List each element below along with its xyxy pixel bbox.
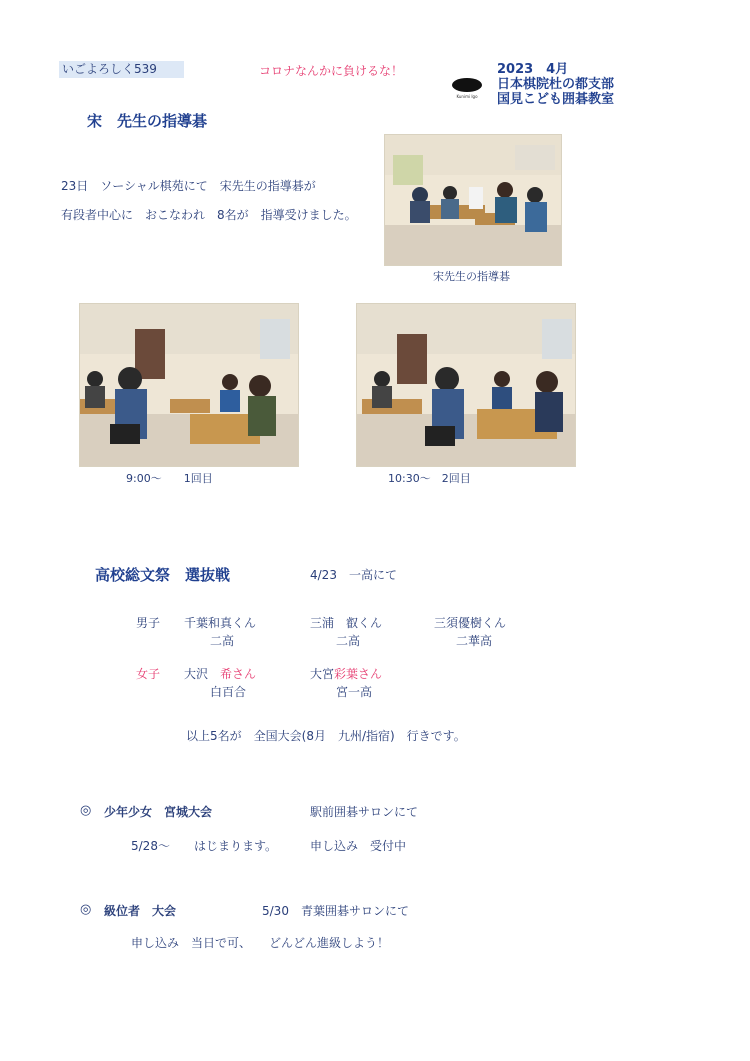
org-name: 日本棋院杜の都支部 <box>497 77 615 92</box>
junior-venue: 駅前囲碁サロンにて <box>310 805 419 819</box>
issue-label: いごよろしく539 <box>59 61 184 78</box>
caption-main-photo: 宋先生の指導碁 <box>433 270 510 283</box>
boys-label: 男子 <box>136 616 161 630</box>
girl1-given: 希さん <box>220 667 257 681</box>
boy-name-1: 千葉和真くん <box>184 616 257 630</box>
go-stone-logo-icon <box>448 76 486 100</box>
teaching-text-line2: 有段者中心に おこなわれ 8名が 指導受けました。 <box>61 208 357 222</box>
boy-name-3: 三須優樹くん <box>434 616 507 630</box>
teaching-photo-round2 <box>356 303 576 467</box>
festival-venue: 4/23 一高にて <box>310 568 397 582</box>
slogan: コロナなんかに負けるな！ <box>259 64 404 78</box>
junior-apply: 申し込み 受付中 <box>310 839 407 853</box>
boy-school-3: 二華高 <box>456 634 493 648</box>
girl2-given: 彩葉さん <box>334 667 383 681</box>
boy-name-2: 三浦 叡くん <box>310 616 383 630</box>
festival-summary: 以上5名が 全国大会(8月 九州/指宿) 行きです。 <box>186 729 466 743</box>
teaching-photo-round1 <box>79 303 299 467</box>
junior-title: 少年少女 宮城大会 <box>104 805 213 819</box>
boy-school-2: 二高 <box>336 634 361 648</box>
kyu-title: 級位者 大会 <box>104 904 177 918</box>
girl-name-2 <box>310 665 382 682</box>
junior-start: 5/28～ はじまります。 <box>131 839 277 853</box>
kyu-note: 申し込み 当日で可、 どんどん進級しよう！ <box>131 936 390 950</box>
logo-text: Kunimi Igo <box>456 94 478 99</box>
girl1-surname: 大沢 <box>184 667 209 681</box>
caption-round2: 10:30～ 2回目 <box>388 472 471 485</box>
caption-round1: 9:00～ 1回目 <box>126 472 213 485</box>
teaching-title: 宋 先生の指導碁 <box>87 112 208 130</box>
girls-label: 女子 <box>136 667 161 681</box>
girl2-surname: 大宮 <box>310 667 335 681</box>
school-name: 国見こども囲碁教室 <box>497 92 615 107</box>
girl-school-2: 宮一高 <box>336 685 373 699</box>
teaching-photo-main <box>384 134 562 266</box>
junior-bullet-icon: ◎ <box>80 803 92 818</box>
festival-title: 高校総文祭 選抜戦 <box>95 566 231 584</box>
boy-school-1: 二高 <box>210 634 235 648</box>
kyu-venue: 5/30 青葉囲碁サロンにて <box>262 904 409 918</box>
girl-name-1 <box>184 665 256 682</box>
girl-school-1: 白百合 <box>210 685 247 699</box>
kyu-bullet-icon: ◎ <box>80 902 92 917</box>
issue-date: 2023 4月 <box>497 62 569 77</box>
teaching-text-line1: 23日 ソーシャル棋苑にて 宋先生の指導碁が <box>61 179 316 193</box>
